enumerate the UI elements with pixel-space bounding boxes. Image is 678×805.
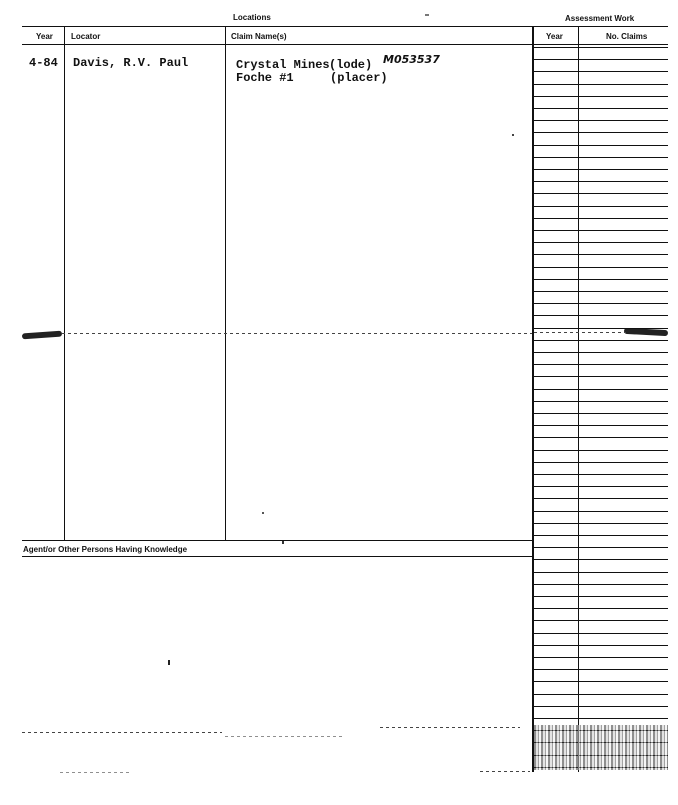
scan-speck <box>262 512 264 514</box>
assessment-work-row-line <box>534 657 668 658</box>
scan-noise <box>380 727 520 728</box>
assessment-work-row-line <box>534 218 668 219</box>
scan-speck <box>168 660 170 665</box>
agent-label-rule <box>22 556 533 557</box>
scan-speck <box>425 14 429 16</box>
assessment-work-row-line <box>534 437 668 438</box>
claim-type-2: (placer) <box>330 71 388 85</box>
assessment-work-row-line <box>534 450 668 451</box>
assessment-work-row-line <box>534 120 668 121</box>
assessment-year-divider <box>578 27 579 772</box>
assessment-work-row-line <box>534 242 668 243</box>
agent-section-label: Agent/or Other Persons Having Knowledge <box>23 545 188 554</box>
assessment-work-row-line <box>534 157 668 158</box>
assessment-work-row-line <box>534 413 668 414</box>
year-column-header: Year <box>36 32 53 41</box>
assessment-work-row-line <box>534 620 668 621</box>
assessment-work-row-line <box>534 352 668 353</box>
fold-line-right <box>534 332 626 333</box>
claim-type-1: (lode) <box>329 58 373 72</box>
assessment-work-row-line <box>534 681 668 682</box>
assessment-work-row-line <box>534 486 668 487</box>
assessment-work-row-line <box>534 364 668 365</box>
assessment-work-row-line <box>534 389 668 390</box>
locations-section-label: Locations <box>233 13 271 22</box>
assessment-work-row-line <box>534 169 668 170</box>
assessment-work-row-line <box>534 206 668 207</box>
assessment-work-row-line <box>534 608 668 609</box>
assessment-work-row-line <box>534 47 668 48</box>
scanner-smear <box>534 725 668 770</box>
assessment-work-row-line <box>534 230 668 231</box>
scan-speck <box>282 541 284 544</box>
entry-locator: Davis, R.V. Paul <box>73 56 189 70</box>
assessment-work-row-line <box>534 718 668 719</box>
assessment-work-row-line <box>534 645 668 646</box>
assessment-work-row-line <box>534 132 668 133</box>
assessment-work-row-line <box>534 584 668 585</box>
assessment-work-row-line <box>534 706 668 707</box>
entry-year: 4-84 <box>29 56 58 70</box>
assessment-work-row-line <box>534 669 668 670</box>
header-top-rule <box>22 26 668 27</box>
assessment-work-row-line <box>534 523 668 524</box>
scan-noise <box>480 771 530 772</box>
assessment-work-row-line <box>534 559 668 560</box>
assessment-work-row-line <box>534 572 668 573</box>
fold-line <box>62 333 532 334</box>
assessment-work-row-line <box>534 462 668 463</box>
scan-noise <box>60 772 130 773</box>
locator-claims-divider <box>225 27 226 540</box>
assessment-work-row-line <box>534 340 668 341</box>
assessment-work-row-line <box>534 596 668 597</box>
claim-name-2: Foche #1 <box>236 71 294 85</box>
assessment-work-row-line <box>534 376 668 377</box>
fold-mark-left <box>22 331 62 340</box>
assessment-year-column-header: Year <box>546 32 563 41</box>
scan-speck <box>512 134 514 136</box>
assessment-work-row-line <box>534 145 668 146</box>
locations-bottom-rule <box>22 540 533 541</box>
assessment-work-row-line <box>534 181 668 182</box>
assessment-work-row-line <box>534 694 668 695</box>
assessment-work-row-line <box>534 291 668 292</box>
header-bottom-rule <box>22 44 668 45</box>
assessment-work-row-line <box>534 279 668 280</box>
assessment-work-row-line <box>534 303 668 304</box>
assessment-work-row-line <box>534 254 668 255</box>
assessment-work-row-line <box>534 425 668 426</box>
claims-assessment-divider <box>532 27 534 772</box>
assessment-work-row-line <box>534 633 668 634</box>
assessment-work-row-line <box>534 193 668 194</box>
assessment-work-row-line <box>534 84 668 85</box>
assessment-work-row-line <box>534 108 668 109</box>
assessment-work-row-line <box>534 547 668 548</box>
assessment-work-row-line <box>534 535 668 536</box>
scan-noise <box>22 732 222 733</box>
assessment-work-row-line <box>534 71 668 72</box>
claim-handwritten-annotation: M053537 <box>383 53 440 66</box>
year-locator-divider <box>64 27 65 540</box>
assessment-work-row-line <box>534 401 668 402</box>
locator-column-header: Locator <box>71 32 101 41</box>
assessment-work-section-label: Assessment Work <box>565 14 635 23</box>
assessment-work-row-line <box>534 511 668 512</box>
assessment-work-row-line <box>534 498 668 499</box>
fold-mark-right <box>624 328 668 336</box>
assessment-work-row-line <box>534 315 668 316</box>
claim-name-1: Crystal Mines <box>236 58 330 72</box>
assessment-work-row-line <box>534 474 668 475</box>
no-claims-column-header: No. Claims <box>606 32 648 41</box>
assessment-work-row-line <box>534 59 668 60</box>
assessment-work-row-line <box>534 96 668 97</box>
assessment-work-row-line <box>534 267 668 268</box>
claim-names-column-header: Claim Name(s) <box>231 32 287 41</box>
scan-noise <box>225 736 345 737</box>
